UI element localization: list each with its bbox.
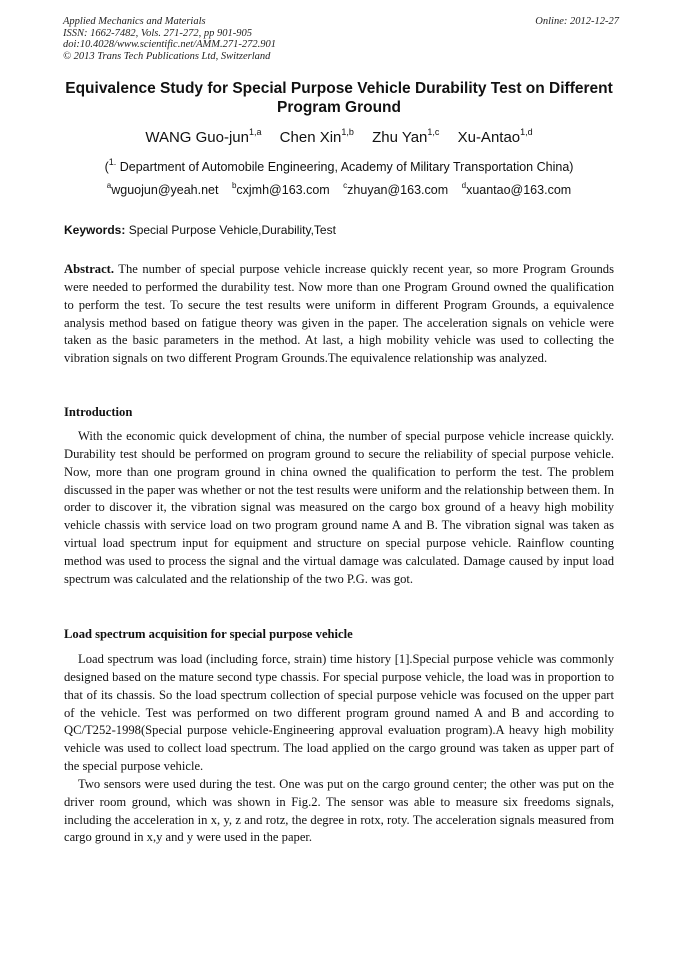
email-list [63,182,615,198]
introduction-section [64,428,614,589]
abstract-text: The number of special purpose vehicle increase quickly recent year, so more Program Grounds were needed to performed the durability test. Now more than one Program Ground owned the qualification to perform the test. To secure the test results were uniform in different Program Grounds, a equivalence analysis method based on fatigue theory was given in the paper. The acceleration signals on vehicle were taken as the basic parameters in the method. At last, a high mobility vehicle was used to collecting the vibration signals on two different Program Grounds.The equivalence relationship was analyzed. [64,262,615,366]
copyright-line: © 2013 Trans Tech Publications Ltd, Switzerland [63,50,271,62]
keywords [64,222,616,238]
paper-title: Equivalence Study for Special Purpose Vehicle Durability Test on Different Program Ground [65,80,613,116]
email[interactable]: $^a$wguojun@yeah.net [106,180,219,197]
email[interactable]: $^b$cxjmh@163.com [231,180,330,197]
load-spectrum-heading: Load spectrum acquisition for special purpose vehicle [64,627,353,641]
doi-line: doi:10.4028/www.scientific.net/AMM.271-272.901 [63,39,276,50]
author: Xu-Antao$^{1,d}$ [457,127,533,146]
issn-line: ISSN: 1662-7482, Vols. 271-272, pp 901-905 [63,27,252,39]
author: WANG Guo-jun$^{1,a}$ [145,127,262,146]
abstract [64,261,614,368]
author: Chen Xin$^{1,b}$ [279,127,354,146]
introduction-heading: Introduction [64,405,133,419]
email[interactable]: $^c$zhuyan@163.com [343,180,449,197]
journal-name: Applied Mechanics and Materials [63,16,206,27]
email[interactable]: $^d$xuantao@163.com [461,180,572,197]
load-paragraph-2: Two sensors were used during the test. One was put on the cargo ground center; the other was put on the driver room ground, which was shown in Fig.2. The sensor was able to measure six freedoms signals, including the acceleration in x, y, z and rotz, the degree in rotx, roty. The acceleration signals measured from cargo ground in x,y and y were used in the paper. [64,776,614,845]
abstract-label: Abstract. [64,262,115,276]
keywords-text: Special Purpose Vehicle,Durability,Test [128,223,336,237]
affiliation: ($^{1.}$ Department of Automobile Engineering, Academy of Military Transportation China) [104,156,574,174]
keywords-label: Keywords: [64,223,126,237]
load-paragraph-1: Load spectrum was load (including force, strain) time history [1].Special purpose vehicle was commonly designed based on the mature second type chassis. For special purpose vehicle, the load was in proportion to that of its chassis. So the load spectrum collection of special purpose vehicle was focused on the upper part of the vehicle. Test was performed on two different program ground named A and B and according to QC/T252-1998(Special purpose vehicle-Engineering approval evaluation program).A heavy high mobility vehicle was used to collect load spectrum. The load applied on the cargo ground was taken as upper part of the special purpose vehicle. [64,652,614,774]
introduction-paragraph: With the economic quick development of china, the number of special purpose vehicle increase quickly. Durability test should be performed on program ground to secure the reliability of special purpose vehicle. Now, more than one program ground in china owned the qualification to perform the test. The problem discussed in the paper was whether or not the test results were uniform and the relationship between them. In order to discover it, the vibration signal was measured on the cargo box ground of a heavy high mobility vehicle chassis with service load on two program ground name A and B. The vibration signal was taken as virtual load spectrum input for equipment and structure on special purpose vehicle. Rainflow counting method was used to process the signal and the virtual damage was calculated. Damage caused by input load spectrum was calculated and the relationship of the two P.G. was got. [64,429,614,586]
author: Zhu Yan$^{1,c}$ [372,127,440,146]
online-date: Online: 2012-12-27 [535,16,619,27]
journal-meta [63,16,619,62]
load-spectrum-section [64,651,614,847]
author-list [63,128,615,148]
